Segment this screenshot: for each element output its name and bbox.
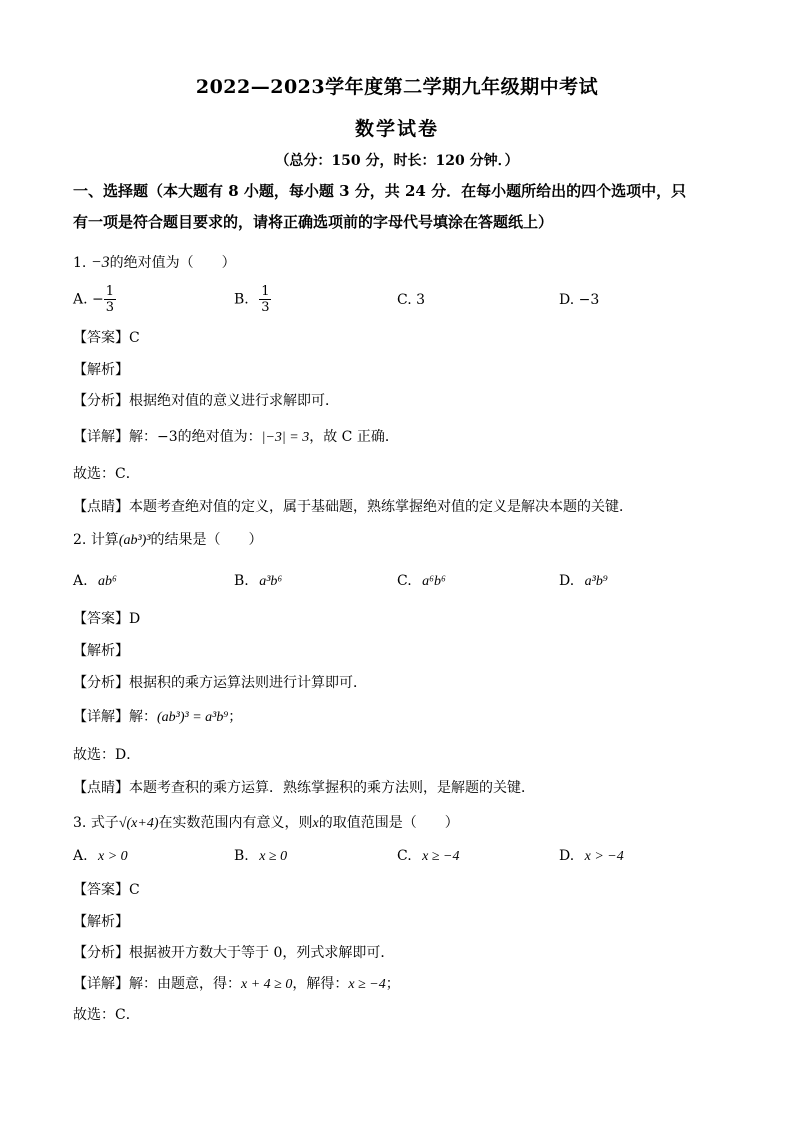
q3-detail-math2: x ≥ −4	[348, 977, 386, 992]
q2-answer	[73, 608, 140, 628]
q1-option-c: C. 3	[397, 292, 426, 308]
q1-comment	[73, 496, 633, 516]
q2-option-d-label: D.	[559, 573, 575, 589]
q2-stem-pre: 计算	[90, 532, 119, 548]
q1-stem-expr: −3	[90, 254, 110, 271]
q2-option-b	[234, 573, 282, 590]
q1-comment-tag: 【点睛】	[73, 499, 129, 515]
exam-title: 2022—2023学年度第二学期九年级期中考试	[195, 76, 599, 98]
q3-number: 3.	[73, 815, 87, 831]
q2-number: 2.	[73, 532, 87, 548]
q2-option-c-value: a⁶b⁶	[422, 574, 446, 589]
q2-fenxi-tag: 【分析】	[73, 675, 129, 691]
q3-choose: 故选：C．	[73, 1007, 140, 1023]
q2-option-d	[559, 573, 608, 590]
q2-comment-tag: 【点睛】	[73, 780, 129, 796]
q2-detail-post: ；	[228, 709, 243, 725]
q2-stem-math: (ab³)³	[118, 533, 151, 548]
q1-detail-text: 解：−3的绝对值为：	[129, 429, 262, 445]
q2-comment	[73, 777, 535, 797]
q2-option-a-value: ab⁶	[98, 574, 117, 589]
q3-answer-tag: 【答案】	[73, 882, 129, 898]
q1-fenxi-text: 根据绝对值的意义进行求解即可．	[129, 393, 339, 409]
q2-fenxi	[73, 672, 367, 692]
q1-option-a-sign: −	[92, 291, 104, 308]
q3-stem-pre: 式子	[90, 815, 119, 831]
q3-stem-var: x	[312, 816, 319, 831]
section-heading-line1: 一、选择题（本大题有 8 小题，每小题 3 分，共 24 分．在每小题所给出的四个选项中，只	[73, 182, 687, 200]
q3-stem-mid: 在实数范围内有意义，则	[158, 815, 313, 831]
q1-option-b-numerator: 1	[261, 284, 270, 299]
q3-detail-math1: x + 4 ≥ 0	[241, 977, 293, 992]
q3-fenxi	[73, 942, 394, 962]
q3-option-c-value: x ≥ −4	[422, 849, 460, 864]
q2-option-c-label: C.	[397, 573, 412, 589]
q2-option-b-label: B.	[234, 573, 249, 589]
q2-choose: 故选：D．	[73, 747, 141, 763]
q1-answer-value: C	[129, 330, 140, 346]
q3-detail-post: ；	[385, 976, 400, 992]
q1-answer	[73, 327, 140, 347]
q2-comment-text: 本题考查积的乘方运算．熟练掌握积的乘方法则，是解题的关键．	[129, 780, 535, 796]
q1-detail-tag: 【详解】	[73, 429, 129, 445]
q3-option-b-label: B.	[234, 848, 249, 864]
q2-option-d-value: a³b⁹	[584, 574, 608, 589]
q3-fenxi-text: 根据被开方数大于等于 0，列式求解即可．	[129, 945, 395, 961]
q1-detail-math: |−3| = 3	[261, 430, 310, 445]
q1-comment-text: 本题考查绝对值的定义，属于基础题，熟练掌握绝对值的定义是解决本题的关键．	[129, 499, 633, 515]
q1-option-b-denominator: 3	[261, 300, 270, 315]
q3-answer-value: C	[129, 882, 140, 898]
q2-detail	[73, 706, 242, 726]
q3-detail	[73, 973, 400, 993]
q3-detail-mid: ，解得：	[292, 976, 349, 992]
q1-detail	[73, 426, 399, 446]
q2-option-c	[397, 573, 446, 590]
q1-fenxi	[73, 390, 339, 410]
q2-analysis-tag: 【解析】	[73, 643, 129, 659]
q3-analysis-tag: 【解析】	[73, 914, 129, 930]
q1-option-a-fraction	[104, 284, 116, 315]
q1-option-a-denominator: 3	[105, 300, 115, 315]
q1-option-d: D. −3	[559, 292, 600, 308]
q3-stem-math: √(x+4)	[118, 816, 159, 831]
q1-detail-post: ，故 C 正确．	[309, 429, 399, 445]
q3-option-b	[234, 848, 287, 865]
q3-option-c-label: C.	[397, 848, 412, 864]
exam-subject: 数学试卷	[354, 118, 439, 140]
q1-option-a-label: A.	[73, 291, 88, 308]
q3-option-a-label: A.	[73, 848, 88, 864]
q1-option-a-numerator: 1	[105, 284, 115, 299]
q2-answer-tag: 【答案】	[73, 611, 129, 627]
q3-option-d-value: x > −4	[584, 849, 624, 864]
q1-fenxi-tag: 【分析】	[73, 393, 129, 409]
section-heading-line2: 有一项是符合题目要求的，请将正确选项前的字母代号填涂在答题纸上）	[73, 213, 554, 231]
q1-choose: 故选：C．	[73, 466, 140, 482]
q3-stem-post: 的取值范围是（ ）	[318, 815, 459, 831]
q3-answer	[73, 879, 140, 899]
q2-detail-text: 解：	[129, 709, 157, 725]
q3-detail-tag: 【详解】	[73, 976, 129, 992]
q3-option-d-label: D.	[559, 848, 575, 864]
q3-option-d	[559, 848, 624, 865]
q2-fenxi-text: 根据积的乘方运算法则进行计算即可．	[129, 675, 367, 691]
q1-option-b	[234, 284, 271, 315]
q2-option-a	[73, 573, 117, 590]
q3-fenxi-tag: 【分析】	[73, 945, 129, 961]
q1-answer-tag: 【答案】	[73, 330, 129, 346]
q3-option-a	[73, 848, 128, 865]
q3-detail-text: 解：由题意，得：	[129, 976, 241, 992]
q2-stem-post: 的结果是（ ）	[150, 532, 263, 548]
q1-analysis-tag: 【解析】	[73, 362, 129, 378]
q2-detail-math: (ab³)³ = a³b⁹	[157, 710, 229, 725]
q3-stem	[73, 812, 459, 832]
q1-stem	[73, 252, 236, 272]
q2-option-b-value: a³b⁶	[259, 574, 283, 589]
q1-option-a	[73, 284, 116, 315]
q2-detail-tag: 【详解】	[73, 709, 129, 725]
q1-number: 1.	[73, 255, 87, 271]
q1-option-b-label: B.	[234, 291, 249, 308]
q3-option-a-value: x > 0	[98, 849, 128, 864]
exam-info: （总分：150 分，时长：120 分钟．）	[275, 153, 519, 169]
q2-answer-value: D	[129, 611, 141, 627]
q2-option-a-label: A.	[73, 573, 88, 589]
q3-option-c	[397, 848, 459, 865]
q1-stem-text: 的绝对值为（ ）	[109, 255, 236, 271]
q3-option-b-value: x ≥ 0	[259, 849, 288, 864]
q1-option-b-fraction	[259, 284, 271, 315]
q2-stem	[73, 529, 263, 549]
